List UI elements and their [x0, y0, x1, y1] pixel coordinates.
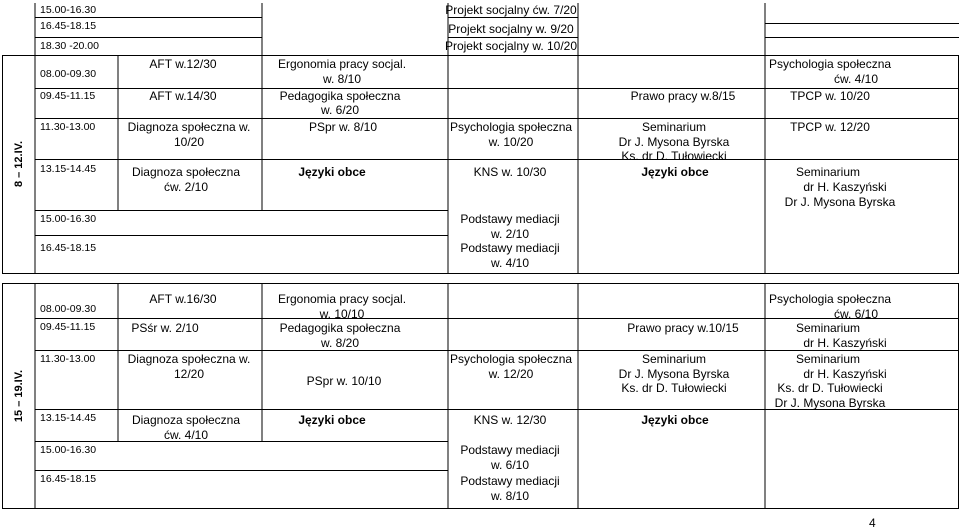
class-cell: Podstawy mediacji: [460, 443, 560, 457]
class-cell: Psychologia społeczna: [768, 292, 892, 306]
class-cell: Psychologia społeczna: [449, 352, 573, 366]
class-cell: w. 6/10: [490, 458, 530, 472]
class-cell: Dr J. Mysona Byrska: [784, 195, 896, 209]
class-cell: Podstawy mediacji: [460, 474, 560, 488]
class-cell: w. 2/10: [490, 227, 530, 241]
time-slot: 16.45-18.15: [40, 242, 97, 254]
class-cell: w. 6/20: [320, 103, 360, 117]
class-cell: w. 8/20: [320, 336, 360, 350]
page-number: 4: [869, 516, 876, 530]
class-cell: w. 12/20: [488, 367, 534, 381]
class-cell: ćw. 4/10: [163, 428, 209, 442]
class-cell: Pedagogika społeczna: [279, 89, 401, 103]
class-cell: Psychologia społeczna: [449, 120, 573, 134]
class-cell: dr H. Kaszyński: [803, 336, 887, 350]
class-cell: dr H. Kaszyński: [803, 367, 887, 381]
time-slot: 15.00-16.30: [40, 4, 97, 16]
time-slot: 11.30-13.00: [40, 353, 96, 365]
time-slot: 13.15-14.45: [40, 412, 97, 424]
projekt-socjalny: Projekt socjalny w. 10/20: [444, 39, 578, 53]
class-cell: Języki obce: [641, 165, 709, 179]
time-slot: 13.15-14.45: [40, 163, 97, 175]
class-cell: Języki obce: [298, 413, 366, 427]
class-cell: KNS w. 10/30: [473, 165, 547, 179]
class-cell: Ergonomia pracy socjal.: [277, 292, 407, 306]
class-cell: Dr J. Mysona Byrska: [618, 135, 730, 149]
class-cell: Dr J. Mysona Byrska: [618, 367, 730, 381]
class-cell: Ks. dr D. Tułowiecki: [621, 149, 727, 163]
time-slot: 09.45-11.15: [40, 321, 96, 333]
class-cell: TPCP w. 10/20: [790, 89, 870, 103]
class-cell: Ergonomia pracy socjal.: [277, 57, 407, 71]
class-cell: PSpr w. 8/10: [308, 120, 378, 134]
class-cell: Podstawy mediacji: [460, 212, 560, 226]
class-cell: Diagnoza społeczna w.: [127, 120, 251, 134]
class-cell: Seminarium: [641, 120, 707, 134]
class-cell: w. 8/10: [490, 489, 530, 503]
class-cell: AFT w.16/30: [149, 292, 217, 306]
time-slot: 08.00-09.30: [40, 68, 97, 80]
class-cell: AFT w.14/30: [149, 89, 217, 103]
week-label: 15 – 19.IV.: [13, 369, 25, 423]
class-cell: w. 8/10: [322, 72, 362, 86]
class-cell: dr H. Kaszyński: [803, 180, 887, 194]
class-cell: ćw. 4/10: [833, 72, 879, 86]
class-cell: Seminarium: [795, 321, 861, 335]
class-cell: Języki obce: [641, 413, 709, 427]
class-cell: Podstawy mediacji: [460, 241, 560, 255]
class-cell: Prawo pracy w.10/15: [627, 321, 739, 335]
class-cell: PSśr w. 2/10: [131, 321, 199, 335]
class-cell: KNS w. 12/30: [473, 413, 547, 427]
time-slot: 15.00-16.30: [40, 444, 97, 456]
class-cell: PSpr w. 10/10: [306, 374, 382, 388]
projekt-socjalny: Projekt socjalny ćw. 7/20: [445, 3, 577, 17]
class-cell: Prawo pracy w.8/15: [630, 89, 736, 103]
time-slot: 18.30 -20.00: [40, 40, 99, 52]
class-cell: w. 10/10: [319, 307, 365, 321]
class-cell: Diagnoza społeczna w.: [127, 352, 251, 366]
projekt-socjalny: Projekt socjalny w. 9/20: [448, 22, 574, 36]
class-cell: Seminarium: [795, 352, 861, 366]
class-cell: 12/20: [173, 367, 205, 381]
class-cell: ćw. 2/10: [163, 180, 209, 194]
class-cell: Seminarium: [641, 352, 707, 366]
class-cell: Ks. dr D. Tułowiecki: [621, 381, 727, 395]
class-cell: Ks. dr D. Tułowiecki: [777, 381, 883, 395]
time-slot: 08.00-09.30: [40, 303, 97, 315]
class-cell: Dr J. Mysona Byrska: [774, 396, 886, 410]
class-cell: AFT w.12/30: [149, 57, 217, 71]
class-cell: w. 10/20: [488, 135, 534, 149]
class-cell: Psychologia społeczna: [768, 57, 892, 71]
class-cell: Języki obce: [298, 165, 366, 179]
class-cell: Pedagogika społeczna: [279, 321, 401, 335]
time-slot: 11.30-13.00: [40, 121, 96, 133]
class-cell: Seminarium: [795, 165, 861, 179]
class-cell: TPCP w. 12/20: [790, 120, 870, 134]
class-cell: w. 4/10: [490, 256, 530, 270]
class-cell: Diagnoza społeczna: [131, 413, 241, 427]
time-slot: 15.00-16.30: [40, 213, 97, 225]
class-cell: Diagnoza społeczna: [131, 165, 241, 179]
time-slot: 09.45-11.15: [40, 90, 96, 102]
time-slot: 16.45-18.15: [40, 473, 97, 485]
class-cell: 10/20: [173, 135, 205, 149]
week-label: 8 – 12.IV.: [13, 140, 25, 188]
class-cell: ćw. 6/10: [833, 307, 879, 321]
time-slot: 16.45-18.15: [40, 20, 97, 32]
